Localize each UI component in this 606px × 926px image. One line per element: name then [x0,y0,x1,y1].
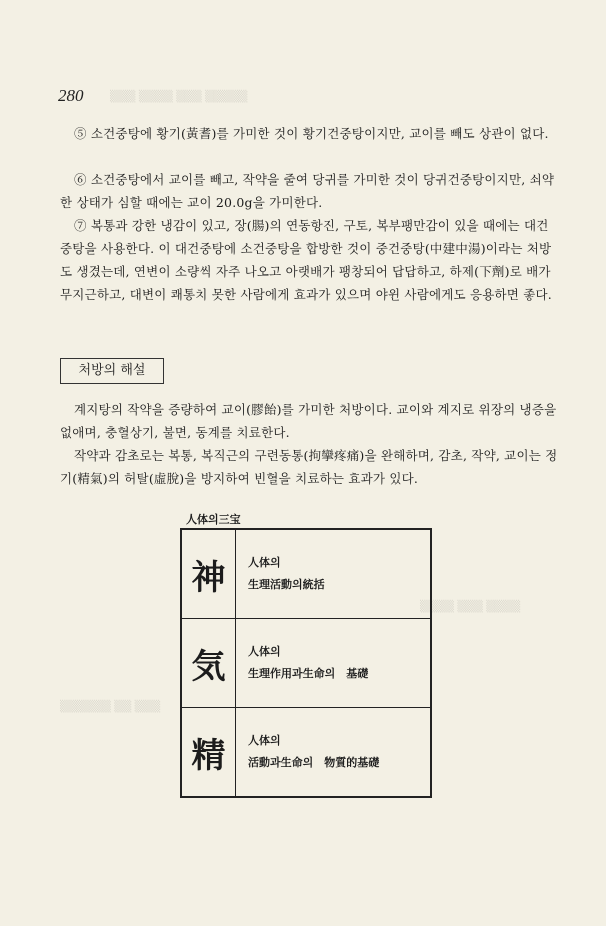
bleed-through: ▒▒▒▒▒▒ ▒▒ ▒▒▒ [60,700,161,713]
treasure-description [248,730,428,774]
bleed-through: ▒▒▒ ▒▒▒▒ ▒▒▒ ▒▒▒▒▒ [110,90,248,103]
paragraph-7: ⑦ 복통과 강한 냉감이 있고, 장(腸)의 연동항진, 구토, 복부팽만감이 있을 때에는 대건중탕을 사용한다. 이 대건중탕에 소건중탕을 합방한 것이 중건중탕(中建中湯)이라는 처방도 생겼는데, 연변이 소량씩 자주 나오고 아랫배가 팽창되어 답답하고, 하제(下劑)로 배가 무지근하고, 대변이 쾌통치 못한 사람에게 효과가 있으며 야윈 사람에게도 응용하면 좋다. [60,218,552,302]
section-heading: 처방의 해설 [60,358,164,384]
explanation-paragraph-1: 계지탕의 작약을 증량하여 교이(膠飴)를 가미한 처방이다. 교이와 계지로 위장의 냉증을 없애며, 충혈상기, 불면, 동계를 치료한다. [60,402,557,440]
explanation-paragraph-2: 작약과 감초로는 복통, 복직근의 구련동통(拘攣疼痛)을 완해하며, 감초, 작약, 교이는 정기(精氣)의 허탈(虛脫)을 방지하여 빈혈을 치료하는 효과가 있다. [60,448,558,486]
treasure-description [248,552,428,596]
paragraph-6: ⑥ 소건중탕에서 교이를 빼고, 작약을 줄여 당귀를 가미한 것이 당귀건중탕이지만, 쇠약한 상태가 심할 때에는 교이 20.0g을 가미한다. [60,172,555,210]
description-line: 人体의 [248,734,281,747]
treasure-character: 気 [182,619,236,707]
description-line: 活動과生命의 物質的基礎 [248,756,380,769]
table-row-qi [182,619,430,708]
description-line: 人体의 [248,556,281,569]
treasure-character: 神 [182,530,236,618]
table-row-shen [182,530,430,619]
table-row-jing [182,708,430,797]
treasure-character: 精 [182,708,236,797]
paragraph-5: ⑤ 소건중탕에 황기(黃耆)를 가미한 것이 황기건중탕이지만, 교이를 빼도 상관이 없다. [74,126,549,141]
bleed-through: ▒▒▒▒ ▒▒▒ ▒▒▒▒ [420,600,521,613]
description-line: 人体의 [248,645,281,658]
description-line: 生理作用과生命의 基礎 [248,667,369,680]
diagram-title: 人体의三宝 [186,513,241,526]
description-line: 生理活動의統括 [248,578,325,591]
three-treasures-table [180,528,432,798]
treasure-description [248,641,428,685]
page-number: 280 [58,86,84,105]
